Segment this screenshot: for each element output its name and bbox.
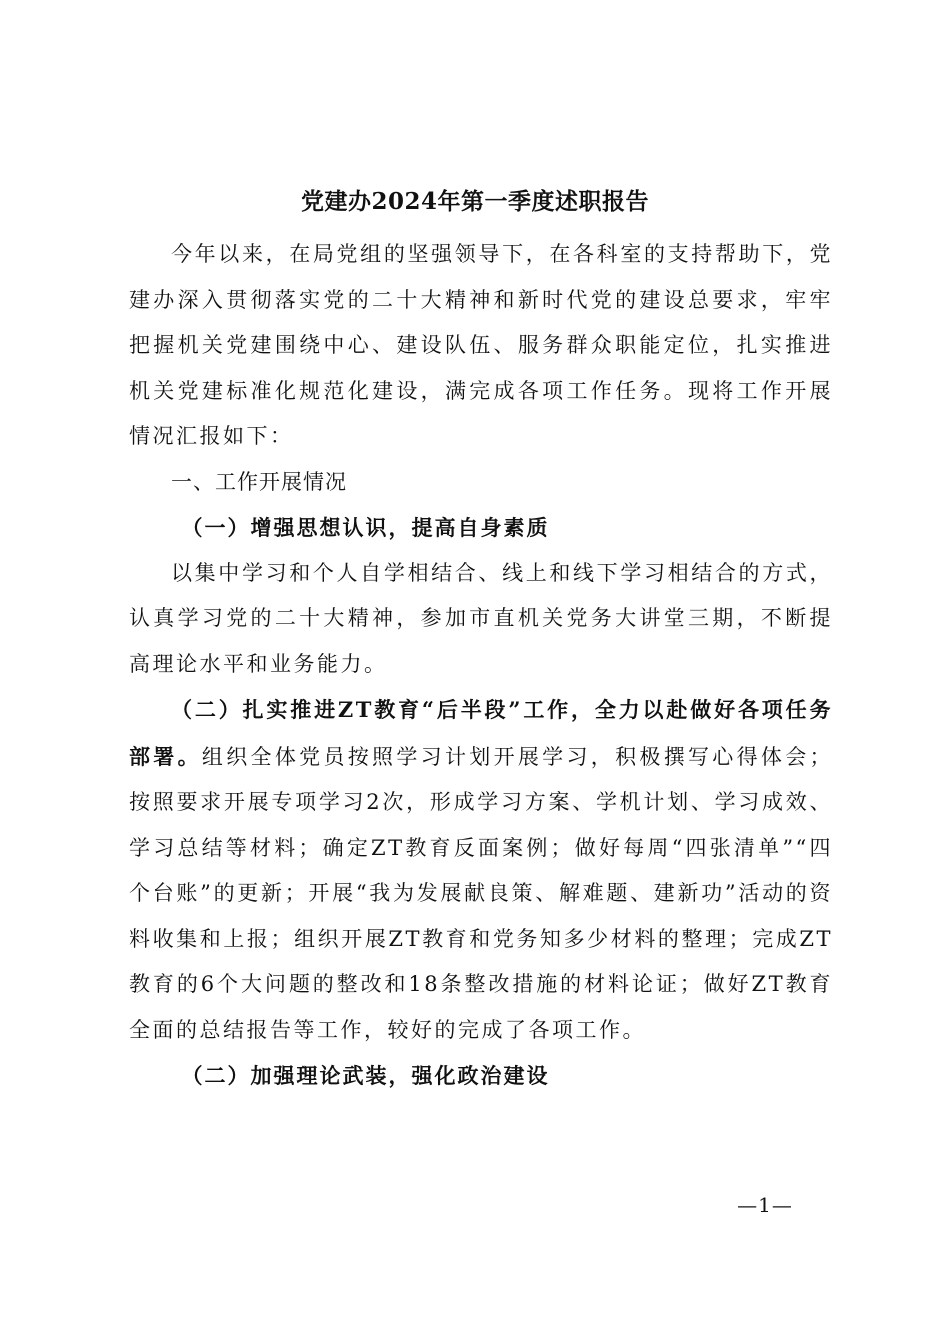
document-body [129, 232, 833, 1099]
subsection-body-1: 以集中学习和个人自学相结合、线上和线下学习相结合的方式，认真学习党的二十大精神，参加市直机关党务大讲堂三期，不断提高理论水平和业务能力。 [129, 560, 833, 676]
section-heading-1: 一、工作开展情况 [171, 469, 347, 494]
subsection-heading-1: （一）增强思想认识，提高自身素质 [181, 515, 550, 540]
intro-paragraph: 今年以来，在局党组的坚强领导下，在各科室的支持帮助下，党建办深入贯彻落实党的二十大精神和新时代党的建设总要求，牢牢把握机关党建围绕中心、建设队伍、服务群众职能定位，扎实推进机关党建标准化规范化建设，满完成各项工作任务。现将工作开展情况汇报如下： [129, 242, 833, 448]
page-number: —1— [737, 1193, 793, 1217]
subsection-heading-3: （二）加强理论武装，强化政治建设 [181, 1063, 550, 1088]
subsection-paragraph-2 [129, 687, 833, 1053]
subsection-heading-2: （二）扎实推进ZT教育“后半段”工作，全力以赴做好各项任务部署。 [129, 697, 833, 769]
document-title: 党建办2024年第一季度述职报告 [300, 188, 649, 215]
subsection-body-2: 组织全体党员按照学习计划开展学习，积极撰写心得体会；按照要求开展专项学习2次，形成学习方案、学机计划、学习成效、学习总结等材料；确定ZT教育反面案例；做好每周“四张清单”“四个台账”的更新；开展“我为发展献良策、解难题、建新功”活动的资料收集和上报；组织开展ZT教育和党务知多少材料的整理；完成ZT教育的6个大问题的整改和18条整改措施的材料论证；做好ZT教育全面的总结报告等工作，较好的完成了各项工作。 [129, 744, 834, 1042]
